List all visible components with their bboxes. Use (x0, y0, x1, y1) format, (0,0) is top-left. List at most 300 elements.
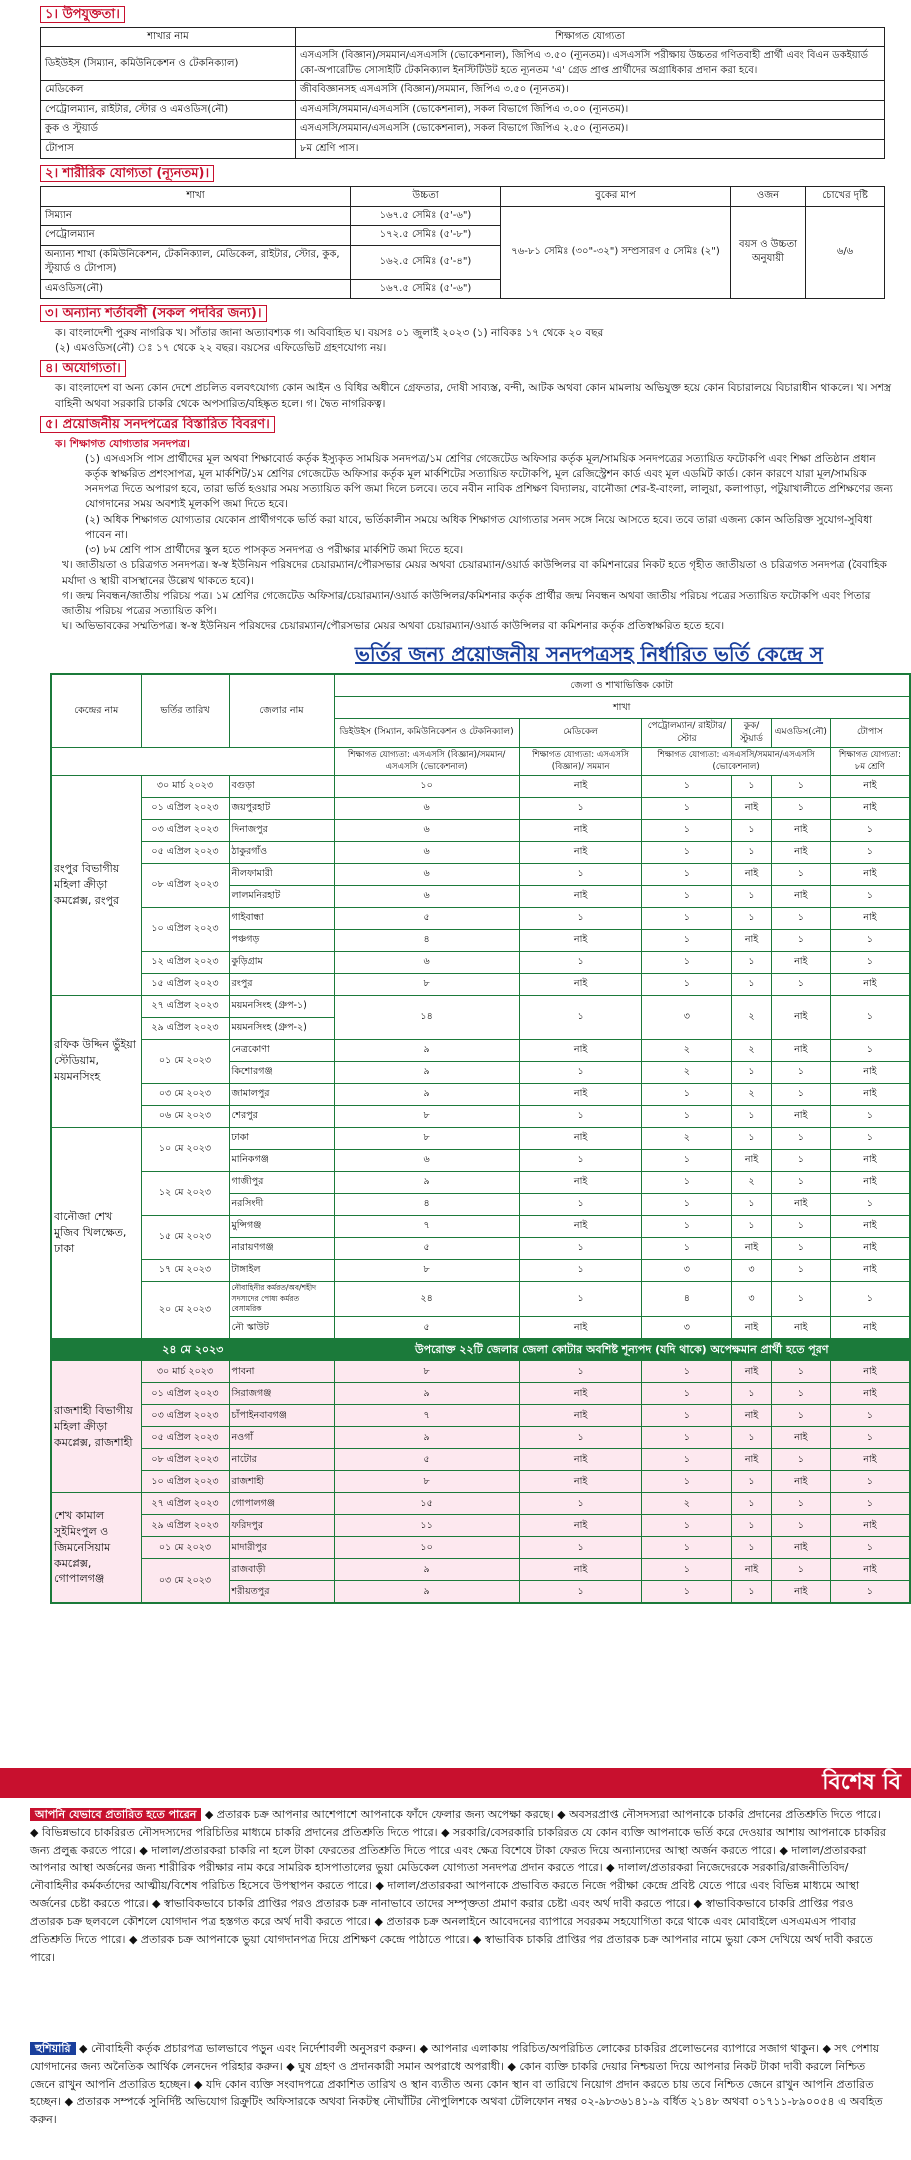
quota-cell: ৩ (642, 995, 732, 1039)
quota-cell: ১ (771, 1127, 830, 1149)
quota-cell: ১ (519, 1149, 642, 1171)
district-name: গাইবান্ধা (229, 907, 334, 929)
quota-cell: ৯ (334, 1559, 519, 1581)
district-name: টাঙ্গাইল (229, 1259, 334, 1281)
schedule-row (51, 995, 910, 1017)
docs-a-heading: ক। শিক্ষাগত যোগ্যতার সনদপত্র। (55, 437, 190, 450)
admission-date: ২৯ এপ্রিল ২০২৩ (141, 1017, 229, 1039)
quota-cell: নাই (830, 1383, 910, 1405)
quota-cell: ১ (732, 885, 772, 907)
quota-cell: ১ (642, 1171, 732, 1193)
quota-cell: ১ (642, 885, 732, 907)
branch-name: টোপাস (41, 139, 296, 159)
quota-cell: ১ (830, 1193, 910, 1215)
admission-date: ০৮ এপ্রিল ২০২৩ (141, 863, 229, 907)
admission-date: ১৫ মে ২০২৩ (141, 1215, 229, 1259)
admission-date: ০৬ মে ২০২৩ (141, 1105, 229, 1127)
quota-cell: ৬ (334, 951, 519, 973)
branch-col: এমওডিস(নৌ) (771, 718, 830, 747)
schedule-row (51, 1427, 910, 1449)
eligibility-row (41, 100, 885, 120)
quota-cell: ১ (771, 1171, 830, 1193)
quota-cell: নাই (519, 1171, 642, 1193)
quota-cell: ৮ (334, 1105, 519, 1127)
district-name: রাজবাড়ী (229, 1559, 334, 1581)
schedule-row (51, 775, 910, 797)
quota-cell: ১ (830, 1105, 910, 1127)
quota-cell: ৫ (334, 1317, 519, 1339)
quota-cell: নাই (519, 1559, 642, 1581)
phys-chest: ৭৬-৮১ সেমিঃ (৩০"-৩২") সম্প্রসারণ ৫ সেমিঃ (২") (501, 206, 731, 299)
quota-cell: ৯ (334, 1083, 519, 1105)
quota-cell: ১ (830, 885, 910, 907)
venue-name: রফিক উদ্দিন ভুঁইয়া স্টেডিয়াম, ময়মনসিংহ (51, 995, 141, 1127)
quota-cell: ৮ (334, 1361, 519, 1383)
quota-cell: নাই (830, 973, 910, 995)
admission-date: ০৩ মে ২০২৩ (141, 1559, 229, 1603)
district-name: জামালপুর (229, 1083, 334, 1105)
quota-cell: নাই (830, 863, 910, 885)
quota-cell: নাই (830, 1449, 910, 1471)
quota-cell: ১ (771, 1215, 830, 1237)
quota-cell: ১ (642, 1383, 732, 1405)
edu-note: শিক্ষাগত যোগ্যতা: ৮ম শ্রেণি (830, 748, 910, 776)
district-name: শেরপুর (229, 1105, 334, 1127)
quota-cell: ১ (732, 951, 772, 973)
quota-cell: ১ (519, 1193, 642, 1215)
quota-cell: নাই (771, 1581, 830, 1603)
schedule-table (50, 673, 911, 1603)
branch-col: ডিইউইস (সিম্যান, কমিউনিকেশন ও টেকনিক্যাল) (334, 718, 519, 747)
docs-a2: (২) অধিক শিক্ষাগত যোগ্যতার যেকোন প্রার্থীগণকে ভর্তি করা যাবে, ভর্তিকালীন সময়ে অধিক শিক্ষাগত যোগ্যতার সনদ সঙ্গে নিয়ে আসতে হবে। তবে তারা এজন্য কোন অতিরিক্ত সুযোগ-সুবিধা পাবেন না। (85, 513, 873, 541)
quota-cell: ১ (642, 1215, 732, 1237)
schedule-title: ভর্তির জন্য প্রয়োজনীয় সনদপত্রসহ নির্ধারিত ভর্তি কেন্দ্রে স (355, 642, 824, 667)
disq-heading: ৪। অযোগ্যতা। (40, 360, 911, 379)
district-name: জয়পুরহাট (229, 797, 334, 819)
district-name: নওগাঁ (229, 1427, 334, 1449)
docs-heading: ৫। প্রয়োজনীয় সনদপত্রের বিস্তারিত বিবরণ। (40, 416, 911, 435)
admission-date: ০৩ এপ্রিল ২০২৩ (141, 1405, 229, 1427)
phys-branch: এমওডিস(নৌ) (41, 279, 351, 299)
quota-cell: ১ (642, 1427, 732, 1449)
district-name: গোপালগঞ্জ (229, 1493, 334, 1515)
quota-cell: নাই (519, 1405, 642, 1427)
eligibility-row (41, 47, 885, 81)
quota-cell: নাই (519, 1471, 642, 1493)
branch-col: পেট্রোলম্যান/ রাইটার/স্টোর (642, 718, 732, 747)
docs-a3: (৩) ৮ম শ্রেণি পাস প্রার্থীদের স্কুল হতে পাসকৃত সনদপত্র ও পরীক্ষার মার্কশিট জমা দিতে হবে। (85, 544, 464, 557)
admission-date: ০১ মে ২০২৩ (141, 1039, 229, 1083)
other-heading: ৩। অন্যান্য শর্তাবলী (সকল পদবির জন্য)। (40, 305, 911, 324)
quota-cell: ১ (830, 841, 910, 863)
venue-name: রাজশাহী বিভাগীয় মহিলা ক্রীড়া কমপ্লেক্স, রাজশাহী (51, 1361, 141, 1493)
quota-cell: ৬ (334, 863, 519, 885)
quota-cell: নাই (519, 841, 642, 863)
quota-cell: ১ (771, 1361, 830, 1383)
quota-cell: ১ (519, 907, 642, 929)
district-name: মুন্সিগঞ্জ (229, 1215, 334, 1237)
quota-cell: ১ (771, 1449, 830, 1471)
special-band (0, 1768, 911, 1798)
quota-cell: নাই (732, 863, 772, 885)
edu-note: শিক্ষাগত যোগ্যতা: এসএসসি (বিজ্ঞান)/সমমান/ এসএসসি (ভোকেশনাল) (334, 748, 519, 776)
quota-cell: ১ (642, 1237, 732, 1259)
venue-name: রংপুর বিভাগীয় মহিলা ক্রীড়া কমপ্লেক্স, রংপুর (51, 775, 141, 995)
quota-cell: ১ (830, 1581, 910, 1603)
quota-cell: ১ (519, 863, 642, 885)
edu-note: শিক্ষাগত যোগ্যতা: এসএসসি/সমমান/এসএসসি (ভোকেশনাল) (642, 748, 830, 776)
col-center: কেন্দ্রের নাম (51, 674, 141, 747)
quota-cell: নাই (830, 1171, 910, 1193)
venue-name: বানৌজা শেখ মুজিব খিলক্ষেত, ঢাকা (51, 1127, 141, 1339)
branch-name: কুক ও স্টুয়ার্ড (41, 120, 296, 140)
other-line2: (২) এমওডিস(নৌ) ঃ ১৭ থেকে ২২ বছর। বয়সের এফিডেভিট গ্রহণযোগ্য নয়। (55, 342, 387, 355)
quota-cell: ২ (732, 1083, 772, 1105)
quota-cell: নাই (830, 1215, 910, 1237)
admission-date: ২৯ এপ্রিল ২০২৩ (141, 1515, 229, 1537)
quota-cell: ১ (642, 1193, 732, 1215)
quota-cell: নাই (771, 1039, 830, 1061)
admission-date: ০৩ এপ্রিল ২০২৩ (141, 819, 229, 841)
quota-cell: ৬ (334, 841, 519, 863)
quota-cell: ১ (771, 1149, 830, 1171)
eligibility-row (41, 81, 885, 101)
admission-date: ০১ মে ২০২৩ (141, 1537, 229, 1559)
quota-cell: ১ (732, 973, 772, 995)
branch-col: মেডিকেল (519, 718, 642, 747)
quota-cell: নাই (771, 819, 830, 841)
quota-cell: নাই (830, 1361, 910, 1383)
edu-note: শিক্ষাগত যোগ্যতা: এসএসসি (বিজ্ঞান)/ সমমান (519, 748, 642, 776)
schedule-row (51, 951, 910, 973)
quota-cell: ১ (771, 863, 830, 885)
quota-cell: ৯ (334, 1581, 519, 1603)
quota-cell: ১ (732, 1127, 772, 1149)
quota-cell: ৮ (334, 1259, 519, 1281)
schedule-row (51, 1449, 910, 1471)
quota-cell: ১ (732, 1493, 772, 1515)
quota-cell: ১ (732, 1105, 772, 1127)
quota-cell: ৫ (334, 1237, 519, 1259)
quota-cell: ৩ (642, 1317, 732, 1339)
quota-cell: নাই (732, 1361, 772, 1383)
quota-cell: ১ (642, 929, 732, 951)
schedule-row (51, 1039, 910, 1061)
quota-cell: ১ (642, 1537, 732, 1559)
quota-cell: নাই (519, 885, 642, 907)
quota-cell: ১ (830, 819, 910, 841)
phys-branch: পেট্রোলম্যান (41, 226, 351, 246)
special-title: বিশেষ বি (822, 1770, 901, 1795)
schedule-row (51, 1259, 910, 1281)
quota-cell: ১ (642, 1515, 732, 1537)
quota-cell: নাই (732, 1559, 772, 1581)
district-name: দিনাজপুর (229, 819, 334, 841)
quota-cell: নাই (519, 1215, 642, 1237)
district-name: ফরিদপুর (229, 1515, 334, 1537)
schedule-row (51, 1383, 910, 1405)
quota-cell: ১ (732, 1215, 772, 1237)
quota-cell: ১ (642, 841, 732, 863)
quota-cell: ৪ (642, 1281, 732, 1317)
quota-cell: ২ (642, 1493, 732, 1515)
quota-cell: ১ (642, 1083, 732, 1105)
quota-cell: নাই (771, 841, 830, 863)
phys-branch: অন্যান্য শাখা (কমিউনিকেশন, টেকনিক্যাল, মেডিকেল, রাইটার, স্টোর, কুক, স্টুয়ার্ড ও টোপাস) (41, 245, 351, 279)
district-name: মানিকগঞ্জ (229, 1149, 334, 1171)
admission-date: ১০ এপ্রিল ২০২৩ (141, 907, 229, 951)
quota-cell: ১ (732, 1537, 772, 1559)
admission-date: ২৭ এপ্রিল ২০২৩ (141, 995, 229, 1017)
quota-cell: নাই (519, 1127, 642, 1149)
quota-cell: ১ (771, 1237, 830, 1259)
admission-date: ০৫ এপ্রিল ২০২৩ (141, 841, 229, 863)
district-name: রংপুর (229, 973, 334, 995)
schedule-row (51, 1361, 910, 1383)
quota-cell: ১ (830, 1537, 910, 1559)
quota-cell: ৬ (334, 1149, 519, 1171)
eligibility-table (40, 27, 885, 160)
phys-col-chest: বুকের মাপ (501, 187, 731, 207)
physical-table (40, 186, 885, 299)
phys-col-height: উচ্চতা (351, 187, 501, 207)
quota-cell: নাই (732, 1405, 772, 1427)
col-quota: জেলা ও শাখাভিত্তিক কোটা (334, 674, 910, 696)
quota-cell: নাই (519, 1083, 642, 1105)
district-name: পাবনা (229, 1361, 334, 1383)
quota-cell: নাই (519, 929, 642, 951)
branch-name: মেডিকেল (41, 81, 296, 101)
quota-cell: ১ (771, 1083, 830, 1105)
phys-col-weight: ওজন (731, 187, 806, 207)
quota-cell: ১ (519, 797, 642, 819)
quota-cell: ১ (830, 1127, 910, 1149)
quota-cell: ২ (642, 1127, 732, 1149)
docs-c: গ। জন্ম নিবন্ধন/জাতীয় পরিচয় পত্র। ১ম শ্রেণির গেজেটেড অফিসার/চেয়ারম্যান/ওয়ার্ড কাউন্সিলর/কমিশনার কর্তৃক প্রার্থীর জন্ম নিবন্ধন অথবা জাতীয় পরিচয় পত্রের সত্যায়িত ফটোকপি এবং পিতার জাতীয় পরিচয় পত্রের সত্যায়িত কপি। (62, 589, 871, 617)
district-name: কুড়িগ্রাম (229, 951, 334, 973)
quota-cell: ৩ (732, 1259, 772, 1281)
quota-cell: নাই (771, 885, 830, 907)
quota-cell: ১ (771, 907, 830, 929)
quota-cell: ১ (642, 1581, 732, 1603)
quota-cell: ১ (771, 973, 830, 995)
quota-cell: ৮ (334, 1127, 519, 1149)
phys-branch: সিম্যান (41, 206, 351, 226)
district-name: পঞ্চগড় (229, 929, 334, 951)
quota-cell: ৩ (642, 1259, 732, 1281)
col-edu: শিক্ষাগত যোগ্যতা (296, 27, 885, 47)
branch-col: কুক/স্টুয়ার্ড (732, 718, 772, 747)
quota-cell: ১ (519, 1061, 642, 1083)
district-name: ময়মনসিংহ (গ্রুপ-১) (229, 995, 334, 1017)
district-name: ঢাকা (229, 1127, 334, 1149)
quota-cell: নাই (830, 1259, 910, 1281)
caution (30, 2040, 890, 2129)
quota-cell: ১ (771, 1559, 830, 1581)
quota-cell: ২ (732, 995, 772, 1039)
quota-cell: ১১ (334, 1515, 519, 1537)
quota-cell: ১ (732, 775, 772, 797)
quota-cell: ১ (732, 819, 772, 841)
district-name: নেত্রকোণা (229, 1039, 334, 1061)
edu-note-spacer (51, 748, 334, 776)
quota-cell: ১ (642, 863, 732, 885)
quota-cell: ৫ (334, 907, 519, 929)
caution-text: ◆ নৌবাহিনী কর্তৃক প্রচারপত্র ভালভাবে পড়ুন এবং নির্দেশাবলী অনুসরণ করুন। ◆ আপনার এলাকায় পরিচিত/অপরিচিত লোকের চাকরির প্রলোভনের ব্যাপারে সজাগ থাকুন। ◆ সৎ পেশায় যোগদানের জন্য অনৈতিক আর্থিক লেনদেন পরিহার করুন। ◆ ঘুষ গ্রহণ ও প্রদানকারী সমান অপরাধে অপরাধী। ◆ কোন ব্যক্তি চাকরি দেয়ার নিশ্চয়তা দিয়ে আপনার নিকট টাকা দাবী করলে নিশ্চিত জেনে রাখুন আপনি প্রতারিত হচ্ছেন। ◆ যদি কোন ব্যক্তি সংবাদপত্রে প্রকাশিত তারিখ ও স্থান ব্যতীত অন্য কোন স্থান বা তারিখে নিয়োগ প্রদান করতে চায় তবে নিশ্চিত জেনে রাখুন আপনি প্রতারিত হচ্ছেন। ◆ প্রতারক সম্পর্কে সুনির্দিষ্ট অভিযোগ রিক্রুটিং অফিসারকে অথবা নিকটস্থ নৌঘাঁটির নৌপুলিশকে অথবা টেলিফোন নম্বর ০২-৯৮৩৬১৪১-৯ বর্ধিত ২১৪৮ অথবা ০১৭১১-৮৯০০৫৪ এ অবহিত করুন। (30, 2042, 883, 2127)
quota-cell: ১ (771, 1405, 830, 1427)
quota-cell: নাই (519, 1383, 642, 1405)
admission-date: ৩০ মার্চ ২০২৩ (141, 775, 229, 797)
quota-cell: ১ (519, 1581, 642, 1603)
quota-cell: ১ (771, 1493, 830, 1515)
quota-cell: নাই (732, 1317, 772, 1339)
quota-cell: ৯ (334, 1039, 519, 1061)
quota-cell: ১ (732, 1581, 772, 1603)
quota-cell: ১ (830, 929, 910, 951)
quota-cell: ১ (830, 951, 910, 973)
schedule-row (51, 1171, 910, 1193)
quota-cell: ১ (732, 1383, 772, 1405)
admission-date: ১২ এপ্রিল ২০২৩ (141, 951, 229, 973)
quota-cell: ১ (642, 1105, 732, 1127)
quota-cell: ১ (519, 1281, 642, 1317)
edu-requirement: ৮ম শ্রেণি পাস। (296, 139, 885, 159)
quota-cell: ১০ (334, 775, 519, 797)
district-name: মাদারীপুর (229, 1537, 334, 1559)
quota-cell: নাই (732, 1449, 772, 1471)
quota-cell: নাই (732, 1237, 772, 1259)
quota-cell: নাই (830, 1237, 910, 1259)
quota-cell: ১ (771, 1061, 830, 1083)
branch-name: পেট্রোলম্যান, রাইটার, স্টোর ও এমওডিস(নৌ) (41, 100, 296, 120)
backfill-text: উপরোক্ত ২২টি জেলার জেলা কোটার অবশিষ্ট শূন্যপদ (যদি থাকে) অপেক্ষমান প্রার্থী হতে পূরণ (334, 1339, 910, 1361)
district-name: নরসিংদী (229, 1193, 334, 1215)
quota-cell: ১ (642, 819, 732, 841)
quota-cell: নাই (771, 1105, 830, 1127)
quota-cell: ১ (771, 1515, 830, 1537)
quota-cell: ৯ (334, 1061, 519, 1083)
quota-cell: ১ (519, 1537, 642, 1559)
district-name: নাটোর (229, 1449, 334, 1471)
schedule-row (51, 973, 910, 995)
quota-cell: ১৫ (334, 1493, 519, 1515)
quota-cell: ২ (642, 1061, 732, 1083)
quota-cell: ৭ (334, 1215, 519, 1237)
schedule-row (51, 1281, 910, 1317)
phys-col-branch: শাখা (41, 187, 351, 207)
quota-cell: ১ (830, 1427, 910, 1449)
admission-date: ৩০ মার্চ ২০২৩ (141, 1361, 229, 1383)
col-branch: শাখার নাম (41, 27, 296, 47)
quota-cell: ২৪ (334, 1281, 519, 1317)
eligibility-row (41, 120, 885, 140)
admission-date: ২৭ এপ্রিল ২০২৩ (141, 1493, 229, 1515)
col-date: ভর্তির তারিখ (141, 674, 229, 747)
admission-date: ০৩ মে ২০২৩ (141, 1083, 229, 1105)
district-name: রাজশাহী (229, 1471, 334, 1493)
quota-cell: ৯ (334, 1383, 519, 1405)
district-name: ময়মনসিংহ (গ্রুপ-২) (229, 1017, 334, 1039)
quota-cell: নাই (771, 1537, 830, 1559)
quota-cell: ১ (519, 951, 642, 973)
admission-date: ১০ মে ২০২৩ (141, 1127, 229, 1171)
quota-cell: ১ (642, 1361, 732, 1383)
quota-cell: ৮ (334, 1471, 519, 1493)
quota-cell: নাই (830, 1515, 910, 1537)
backfill-date: ২৪ মে ২০২৩ (51, 1339, 334, 1361)
quota-cell: ৩ (732, 1281, 772, 1317)
quota-cell: ১ (642, 1559, 732, 1581)
quota-cell: ১ (830, 1281, 910, 1317)
quota-cell: ১ (642, 1149, 732, 1171)
admission-date: ০১ এপ্রিল ২০২৩ (141, 797, 229, 819)
schedule-row (51, 841, 910, 863)
schedule-row (51, 907, 910, 929)
quota-cell: ১ (830, 1471, 910, 1493)
quota-cell: ১ (642, 797, 732, 819)
quota-cell: নাই (519, 1317, 642, 1339)
physical-heading: ২। শারীরিক যোগ্যতা (ন্যূনতম)। (40, 165, 911, 184)
district-name: নৌবাহিনীর কর্মরত/অব/শহীদ সদস্যদের পোষ্য কর্মরত বেসামরিক (229, 1281, 334, 1317)
quota-cell: নাই (519, 819, 642, 841)
quota-cell: ৫ (334, 1449, 519, 1471)
edu-requirement: এসএসসি/সমমান/এসএসসি (ভোকেশনাল), সকল বিভাগে জিপিএ ২.৫০ (ন্যূনতম)। (296, 120, 885, 140)
quota-cell: ১ (732, 1193, 772, 1215)
phys-height: ১৬৭.৫ সেমিঃ (৫'-৬") (351, 206, 501, 226)
admission-date: ০৫ এপ্রিল ২০২৩ (141, 1427, 229, 1449)
schedule-row (51, 1105, 910, 1127)
phys-eyesight: ৬/৬ (806, 206, 885, 299)
quota-cell: ৬ (334, 885, 519, 907)
district-name: নীলফামারী (229, 863, 334, 885)
quota-cell: নাই (830, 1061, 910, 1083)
quota-cell: ১ (642, 907, 732, 929)
eligibility-row (41, 139, 885, 159)
schedule-row (51, 1405, 910, 1427)
schedule-row (51, 1471, 910, 1493)
quota-cell: ২ (732, 1039, 772, 1061)
edu-requirement: এসএসসি/সমমান/এসএসসি (ভোকেশনাল), সকল বিভাগে জিপিএ ৩.০০ (ন্যূনতম)। (296, 100, 885, 120)
schedule-row (51, 1215, 910, 1237)
quota-cell: নাই (732, 929, 772, 951)
quota-cell: ১ (830, 995, 910, 1039)
schedule-row (51, 863, 910, 885)
quota-cell: নাই (732, 797, 772, 819)
disq-text: ক। বাংলাদেশ বা অন্য কোন দেশে প্রচলিত বলবৎযোগ্য কোন আইন ও বিধির অধীনে গ্রেফতার, দোষী সাব্যস্ত, বন্দী, আটক অথবা কোন মামলায় অভিযুক্ত হয়ে কোন বিচারালয়ে বিচারাধীন থাকলে। খ। সশস্ত্র বাহিনী অথবা সরকারি চাকরি থেকে অপসারিত/বহিষ্কৃত হলে। গ। দ্বৈত নাগরিকত্ব। (55, 382, 892, 410)
fraud-warning (30, 1806, 890, 1966)
admission-date: ১৭ মে ২০২৩ (141, 1259, 229, 1281)
docs-a1: (১) এসএসসি পাস প্রার্থীদের মূল অথবা শিক্ষাবোর্ড কর্তৃক ইস্যুকৃত সাময়িক সনদপত্র/১ম শ্রেণির গেজেটেড অফিসার কর্তৃক মূল/সাময়িক সনদপত্রের সত্যায়িত ফটোকপি এবং শিক্ষা প্রতিষ্ঠান প্রধান কর্তৃক স্বাক্ষরিত প্রশংসাপত্র, মূল মার্কশিট/১ম শ্রেণির গেজেটেড অফিসার কর্তৃক মূল মার্কশিটের সত্যায়িত ফটোকপি, মূল রেজিস্ট্রেশন কার্ড এবং মূল এডমিট কার্ড। কোন কারণে যারা মূল/সাময়িক সনদপত্র দিতে অপারগ হবে, তারা ভর্তি হওয়ার সময় সত্যায়িত কপি জমা দিলে চলবে। তবে নবীন নাবিক প্রশিক্ষণ বিদ্যালয়, বানৌজা শের-ই-বাংলা, লালুয়া, কলাপাড়া, পটুয়াখালীতে প্রশিক্ষণের জন্য যোগদানের সময় অবশ্যই মূলকপি জমা দিতে হবে। (85, 452, 893, 511)
quota-cell: ৮ (334, 973, 519, 995)
admission-date: ১০ এপ্রিল ২০২৩ (141, 1471, 229, 1493)
quota-cell: ১ (642, 1449, 732, 1471)
district-name: লালমনিরহাট (229, 885, 334, 907)
quota-cell: ৯ (334, 1171, 519, 1193)
quota-cell: ৬ (334, 819, 519, 841)
district-name: গাজীপুর (229, 1171, 334, 1193)
quota-cell: ১৪ (334, 995, 519, 1039)
quota-cell: ৬ (334, 797, 519, 819)
quota-cell: নাই (771, 995, 830, 1039)
quota-cell: ৭ (334, 1405, 519, 1427)
quota-cell: ১ (519, 1493, 642, 1515)
quota-cell: ১ (519, 1361, 642, 1383)
district-name: ঠাকুরগাঁও (229, 841, 334, 863)
admission-date: ২০ মে ২০২৩ (141, 1281, 229, 1339)
quota-cell: ১ (642, 973, 732, 995)
phys-weight: বয়স ও উচ্চতা অনুযায়ী (731, 206, 806, 299)
quota-cell: নাই (519, 1039, 642, 1061)
